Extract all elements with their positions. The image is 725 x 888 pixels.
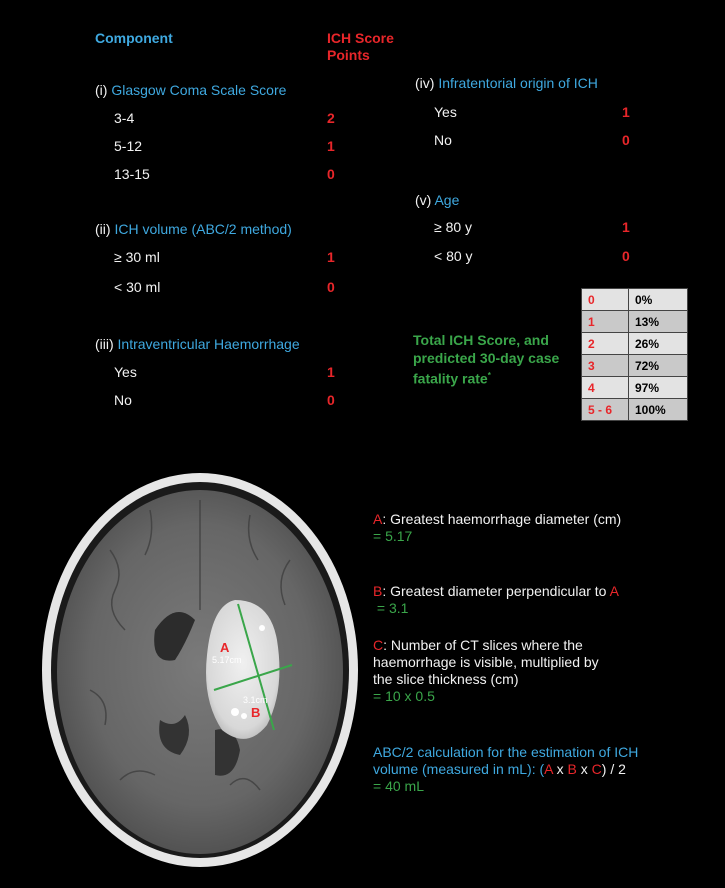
row-label: 3-4 — [114, 110, 135, 126]
ct-label-b-measure: 3.1cm — [243, 695, 268, 705]
table-row — [582, 399, 688, 421]
rate-cell: 97% — [629, 377, 688, 399]
row-label: No — [114, 392, 132, 408]
ct-scan-image — [30, 460, 370, 875]
formula-c: C — [591, 761, 602, 777]
row-label: No — [434, 132, 452, 148]
row-label: Yes — [434, 104, 457, 120]
row-points: 1 — [622, 219, 630, 235]
row-label: ≥ 30 ml — [114, 249, 160, 265]
note-letter: B — [373, 583, 383, 599]
note-abc: ABC/2 calculation for the estimation of ICH volume (measured in mL): (A x B x C) / 2 = 40 mL — [373, 744, 718, 795]
score-cell: 2 — [582, 333, 629, 355]
section-prefix: (iv) — [415, 75, 439, 91]
fatality-rate-table — [581, 288, 688, 421]
table-row — [582, 377, 688, 399]
section-prefix: (i) — [95, 82, 112, 98]
table-row — [582, 355, 688, 377]
row-label: < 80 y — [434, 248, 473, 264]
row-points: 0 — [327, 166, 335, 182]
ct-label-b: B — [251, 705, 261, 720]
row-points: 1 — [327, 364, 335, 380]
score-cell: 4 — [582, 377, 629, 399]
component-header: Component — [95, 30, 173, 46]
note-value: = 5.17 — [373, 528, 413, 544]
note-text: volume (measured in mL): ( — [373, 761, 545, 777]
row-label: 13-15 — [114, 166, 150, 182]
note-c — [373, 637, 713, 705]
section-title: Infratentorial origin of ICH — [438, 75, 598, 91]
row-points: 0 — [622, 248, 630, 264]
section-prefix: (ii) — [95, 221, 115, 237]
section-prefix: (iii) — [95, 336, 118, 352]
rate-cell: 72% — [629, 355, 688, 377]
note-b — [373, 583, 713, 617]
section-ivh-title — [95, 336, 300, 352]
rate-cell: 26% — [629, 333, 688, 355]
note-value: = 3.1 — [373, 600, 409, 616]
row-points: 1 — [327, 249, 335, 265]
row-label: 5-12 — [114, 138, 143, 154]
total-line: predicted 30-day case — [413, 350, 560, 366]
total-line: Total ICH Score, and — [413, 332, 549, 348]
rate-cell: 0% — [629, 289, 688, 311]
row-points: 0 — [327, 279, 335, 295]
row-points: 2 — [327, 110, 335, 126]
section-title: Intraventricular Haemorrhage — [117, 336, 300, 352]
ct-label-a-measure: 5.17cm — [212, 655, 242, 665]
score-cell: 0 — [582, 289, 629, 311]
row-points: 0 — [622, 132, 630, 148]
note-ref: A — [609, 583, 619, 599]
note-text: ABC/2 calculation for the estimation of ICH — [373, 744, 639, 760]
row-points: 0 — [327, 392, 335, 408]
score-cell: 3 — [582, 355, 629, 377]
section-age-title — [415, 192, 459, 208]
formula-b: B — [567, 761, 577, 777]
ct-label-a: A — [220, 640, 230, 655]
section-prefix: (v) — [415, 192, 435, 208]
formula-a: A — [544, 761, 553, 777]
table-row — [582, 289, 688, 311]
score-cell: 5 - 6 — [582, 399, 629, 421]
total-line: fatality rate* — [413, 370, 491, 387]
section-volume-title — [95, 221, 292, 237]
score-cell: 1 — [582, 311, 629, 333]
row-label: < 30 ml — [114, 279, 161, 295]
note-text: : Number of CT slices where the — [383, 637, 583, 653]
section-title: Glasgow Coma Scale Score — [111, 82, 287, 98]
note-text: : Greatest diameter perpendicular to — [382, 583, 610, 599]
rate-cell: 13% — [629, 311, 688, 333]
note-value: = 40 mL — [373, 778, 424, 794]
section-infratentorial-title — [415, 75, 598, 91]
note-text: : Greatest haemorrhage diameter (cm) — [382, 511, 622, 527]
note-text: haemorrhage is visible, multiplied by — [373, 654, 599, 670]
note-a — [373, 511, 713, 545]
table-row — [582, 311, 688, 333]
ich-points-header: ICH Score Points — [327, 30, 394, 63]
section-title: ICH volume (ABC/2 method) — [114, 221, 292, 237]
section-title: Age — [434, 192, 460, 208]
row-points: 1 — [622, 104, 630, 120]
note-text: the slice thickness (cm) — [373, 671, 519, 687]
note-letter: C — [373, 637, 384, 653]
table-row — [582, 333, 688, 355]
note-letter: A — [373, 511, 383, 527]
row-label: Yes — [114, 364, 137, 380]
section-gcs-title — [95, 82, 286, 98]
row-label: ≥ 80 y — [434, 219, 473, 235]
note-value: = 10 x 0.5 — [373, 688, 435, 704]
total-score-label — [413, 331, 559, 388]
rate-cell: 100% — [629, 399, 688, 421]
row-points: 1 — [327, 138, 335, 154]
